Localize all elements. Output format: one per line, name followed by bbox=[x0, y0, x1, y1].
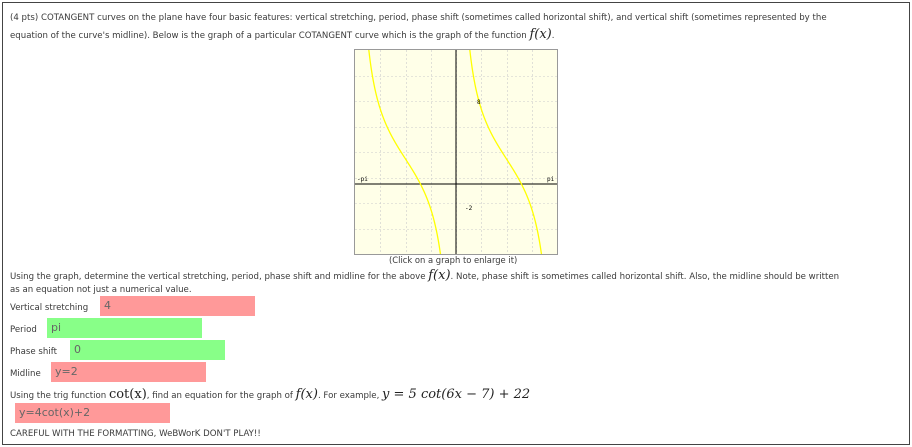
problem-intro-line2 bbox=[10, 28, 554, 43]
graph-caption: (Click on a graph to enlarge it) bbox=[389, 255, 518, 265]
y-label-bottom: -2 bbox=[465, 205, 473, 212]
cotangent-branch-1 bbox=[356, 50, 456, 254]
graph-plot[interactable] bbox=[355, 50, 557, 254]
phase-shift-label: Phase shift bbox=[10, 347, 57, 357]
y-label-top: 8 bbox=[477, 99, 481, 106]
x-label-left: -pi bbox=[357, 176, 368, 183]
vertical-stretching-input[interactable]: 4 bbox=[100, 296, 255, 316]
instructions-text-a: Using the graph, determine the vertical stretching, period, phase shift and midline for the above bbox=[10, 272, 426, 282]
problem-container bbox=[2, 2, 910, 445]
equation-prompt-part1: Using the trig function bbox=[10, 391, 107, 401]
instructions-line2: as an equation not just a numerical value. bbox=[10, 285, 192, 295]
cotangent-branch-2 bbox=[457, 50, 557, 254]
vertical-stretching-label: Vertical stretching bbox=[10, 303, 89, 313]
period-label: Period bbox=[10, 325, 37, 335]
function-fx: f(x) bbox=[529, 27, 552, 42]
equation-prompt bbox=[10, 388, 530, 403]
equation-prompt-fx: f(x) bbox=[295, 387, 318, 402]
midline-label: Midline bbox=[10, 369, 41, 379]
equation-prompt-part2: , find an equation for the graph of bbox=[146, 391, 293, 401]
formatting-warning: CAREFUL WITH THE FORMATTING, WeBWorK DON'T PLAY!! bbox=[10, 429, 261, 439]
cotangent-graph[interactable] bbox=[354, 49, 558, 255]
midline-input[interactable]: y=2 bbox=[51, 362, 206, 382]
period-input[interactable]: pi bbox=[47, 318, 202, 338]
instructions-fx: f(x) bbox=[428, 268, 451, 283]
equation-example: y = 5 cot(6x − 7) + 22 bbox=[382, 387, 531, 402]
phase-shift-input[interactable]: 0 bbox=[70, 340, 225, 360]
problem-intro-line1: (4 pts) COTANGENT curves on the plane have four basic features: vertical stretching, period, phase shift (sometimes called horizontal shift), and vertical shift (sometimes represented by the bbox=[10, 13, 827, 23]
equation-prompt-part3: . For example, bbox=[317, 391, 380, 401]
instructions-text-b: . Note, phase shift is sometimes called horizontal shift. Also, the midline should be written bbox=[450, 272, 840, 282]
intro-text: equation of the curve's midline). Below is the graph of a particular COTANGENT curve which is the graph of the function bbox=[10, 31, 527, 41]
equation-prompt-cot: cot(x) bbox=[108, 387, 147, 402]
intro-period: . bbox=[551, 31, 555, 41]
instructions-line1 bbox=[10, 269, 839, 284]
x-label-right: pi bbox=[547, 176, 555, 183]
equation-input[interactable]: y=4cot(x)+2 bbox=[15, 403, 170, 423]
